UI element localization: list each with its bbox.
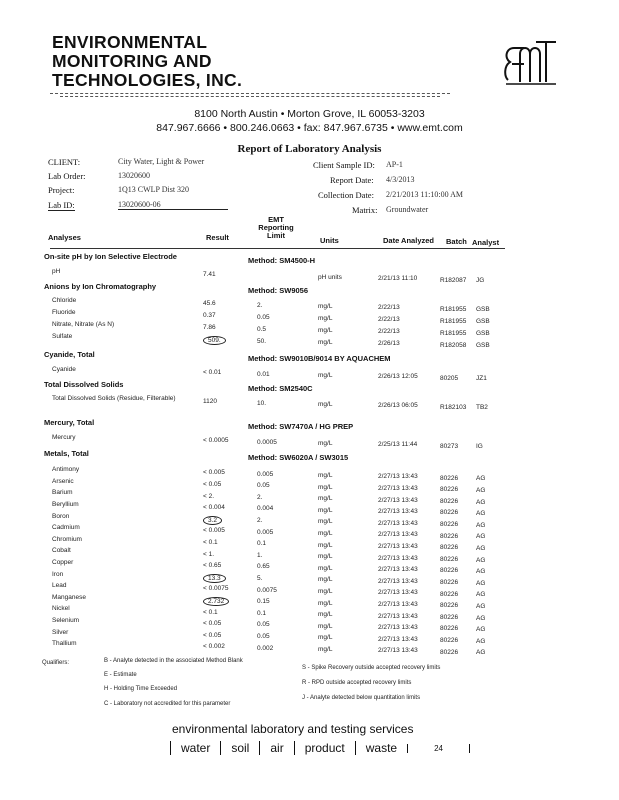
analyst-value: AG: [476, 614, 486, 622]
analyst-value: AG: [476, 649, 486, 657]
result-value: 2.732: [203, 597, 229, 606]
units-value: mg/L: [318, 439, 333, 447]
matrix-label: Matrix:: [352, 205, 378, 215]
company-name-line2: MONITORING AND: [52, 51, 212, 71]
date-analyzed: 2/22/13: [378, 304, 400, 312]
result-value: < 0.1: [203, 608, 218, 616]
date-analyzed: 2/27/13 13:43: [378, 473, 418, 481]
analyte-name: Cyanide: [52, 366, 76, 374]
col-analyses: Analyses: [48, 233, 81, 242]
result-value: 3.2: [203, 516, 222, 525]
result-value: 7.86: [203, 324, 216, 332]
reporting-limit: 1.: [257, 551, 263, 559]
category-product: product: [294, 741, 355, 755]
units-value: mg/L: [318, 599, 333, 607]
units-value: mg/L: [318, 471, 333, 479]
analyst-value: AG: [476, 568, 486, 576]
date-analyzed: 2/27/13 13:43: [378, 577, 418, 585]
reporting-limit: 0.01: [257, 370, 270, 378]
analyte-name: Cadmium: [52, 524, 80, 532]
batch-value: 80226: [440, 544, 459, 552]
analyte-name: Thallium: [52, 640, 77, 648]
batch-value: R181955: [440, 305, 467, 313]
collection-date-value: 2/21/2013 11:10:00 AM: [386, 190, 464, 199]
result-value: < 0.0005: [203, 437, 229, 445]
col-result: Result: [206, 233, 229, 242]
reporting-limit: 0.05: [257, 482, 270, 490]
col-units: Units: [320, 236, 339, 245]
section-method: Method: SW9056: [248, 286, 309, 295]
analyst-value: AG: [476, 591, 486, 599]
units-value: mg/L: [318, 302, 333, 310]
batch-value: 80226: [440, 625, 459, 633]
result-value: < 0.05: [203, 631, 222, 639]
analyst-value: AG: [476, 545, 486, 553]
units-value: mg/L: [318, 576, 333, 584]
analyst-value: AG: [476, 475, 486, 483]
analyte-name: Silver: [52, 628, 69, 636]
reporting-limit: 50.: [257, 337, 267, 345]
result-value: 13.3: [203, 574, 226, 583]
section-method: Method: SM2540C: [248, 384, 313, 393]
units-value: mg/L: [318, 541, 333, 549]
contact-line: 847.967.6666 • 800.246.0663 • fax: 847.967.6735 • www.emt.com: [156, 122, 463, 134]
analyte-name: Arsenic: [52, 477, 74, 485]
batch-value: 80226: [440, 555, 459, 563]
project-value: 1Q13 CWLP Dist 320: [118, 185, 190, 194]
date-analyzed: 2/21/13 11:10: [378, 275, 418, 283]
section-method: Method: SM4500-H: [248, 256, 316, 265]
analyst-value: AG: [476, 487, 486, 495]
report-date-label: Report Date:: [330, 175, 374, 185]
col-date-analyzed: Date Analyzed: [383, 236, 434, 245]
result-value: < 0.01: [203, 369, 222, 377]
date-analyzed: 2/27/13 13:43: [378, 484, 418, 492]
reporting-limit: 0.002: [257, 644, 274, 652]
col-emt-line1: EMT: [268, 215, 284, 224]
result-value: 7.41: [203, 271, 216, 279]
analyte-name: Manganese: [52, 593, 86, 601]
result-value: < 0.05: [203, 481, 222, 489]
result-value: < 0.1: [203, 539, 218, 547]
result-value: 45.6: [203, 300, 216, 308]
section-title: Metals, Total: [44, 449, 89, 458]
qualifier-s: S - Spike Recovery outside accepted recovery limits: [302, 665, 441, 671]
result-value: < 0.005: [203, 527, 225, 535]
units-value: mg/L: [318, 400, 333, 408]
reporting-limit: 2.: [257, 517, 263, 525]
units-value: mg/L: [318, 529, 333, 537]
date-analyzed: 2/27/13 13:43: [378, 600, 418, 608]
analyte-name: Copper: [52, 558, 74, 566]
analyte-name: Chromium: [52, 535, 82, 543]
batch-value: 80226: [440, 567, 459, 575]
date-analyzed: 2/27/13 13:43: [378, 612, 418, 620]
analyte-name: Antimony: [52, 466, 80, 474]
analyte-name: Chloride: [52, 297, 77, 305]
reporting-limit: 0.5: [257, 325, 267, 333]
units-value: mg/L: [318, 634, 333, 642]
analyst-value: TB2: [476, 404, 488, 412]
analyst-value: GSB: [476, 330, 490, 338]
col-batch: Batch: [446, 237, 467, 246]
batch-value: 80226: [440, 579, 459, 587]
analyte-name: pH: [52, 268, 61, 276]
result-value: < 0.005: [203, 469, 225, 477]
lab-id-value: 13020600-06: [118, 200, 228, 210]
reporting-limit: 2.: [257, 493, 263, 501]
analyte-name: Boron: [52, 512, 70, 520]
batch-value: R181955: [440, 329, 467, 337]
sample-id-value: AP-1: [386, 160, 403, 169]
reporting-limit: 0.005: [257, 528, 274, 536]
units-value: mg/L: [318, 518, 333, 526]
batch-value: 80226: [440, 637, 459, 645]
date-analyzed: 2/22/13: [378, 328, 400, 336]
units-value: mg/L: [318, 553, 333, 561]
date-analyzed: 2/27/13 13:43: [378, 508, 418, 516]
category-water: water: [170, 741, 220, 755]
section-title: Anions by Ion Chromatography: [44, 282, 157, 291]
date-analyzed: 2/26/13 12:05: [378, 373, 418, 381]
result-value: < 1.: [203, 550, 215, 558]
analyst-value: AG: [476, 498, 486, 506]
project-label: Project:: [48, 185, 75, 195]
sample-id-label: Client Sample ID:: [313, 160, 375, 170]
col-emt-line2: Reporting: [258, 223, 294, 232]
reporting-limit: 0.1: [257, 609, 267, 617]
section-title: Total Dissolved Solids: [44, 380, 124, 389]
qualifier-r: R - RPD outside accepted recovery limits: [302, 680, 412, 686]
result-value: < 2.: [203, 492, 215, 500]
batch-value: R182103: [440, 403, 467, 411]
analyte-name: Lead: [52, 582, 67, 590]
analyst-value: AG: [476, 637, 486, 645]
analyst-value: AG: [476, 533, 486, 541]
category-soil: soil: [220, 741, 259, 755]
reporting-limit: 0.004: [257, 505, 274, 513]
units-value: mg/L: [318, 622, 333, 630]
date-analyzed: 2/27/13 13:43: [378, 531, 418, 539]
units-value: mg/L: [318, 587, 333, 595]
date-analyzed: 2/25/13 11:44: [378, 441, 418, 449]
section-title: On-site pH by Ion Selective Electrode: [44, 252, 177, 261]
date-analyzed: 2/27/13 13:43: [378, 624, 418, 632]
category-air: air: [259, 741, 293, 755]
analyst-value: GSB: [476, 318, 490, 326]
result-value: < 0.05: [203, 620, 222, 628]
units-value: mg/L: [318, 483, 333, 491]
analyte-name: Total Dissolved Solids (Residue, Filterable): [52, 395, 176, 403]
qualifier-b: B - Analyte detected in the associated Method Blank: [104, 658, 243, 664]
qualifier-h: H - Holding Time Exceeded: [104, 686, 178, 692]
date-analyzed: 2/27/13 13:43: [378, 589, 418, 597]
units-value: mg/L: [318, 611, 333, 619]
batch-value: 80226: [440, 521, 459, 529]
collection-date-label: Collection Date:: [318, 190, 374, 200]
date-analyzed: 2/26/13 06:05: [378, 402, 418, 410]
analyst-value: JG: [476, 277, 485, 285]
section-method: Method: SW9010B/9014 BY AQUACHEM: [248, 354, 391, 363]
company-name-line3: TECHNOLOGIES, INC.: [52, 70, 243, 90]
date-analyzed: 2/27/13 13:43: [378, 647, 418, 655]
analyst-value: AG: [476, 556, 486, 564]
units-value: mg/L: [318, 314, 333, 322]
reporting-limit: 0.15: [257, 598, 270, 606]
reporting-limit: 0.1: [257, 540, 267, 548]
lab-order-label: Lab Order:: [48, 171, 86, 181]
client-value: City Water, Light & Power: [118, 157, 205, 166]
batch-value: 80226: [440, 486, 459, 494]
company-name-line1: ENVIRONMENTAL: [52, 32, 208, 52]
section-method: Method: SW6020A / SW3015: [248, 453, 349, 462]
qualifiers-label: Qualifiers:: [42, 660, 70, 666]
result-value: 1120: [203, 398, 217, 406]
analyst-value: AG: [476, 510, 486, 518]
batch-value: R182058: [440, 341, 467, 349]
result-value: < 0.002: [203, 643, 225, 651]
qualifier-e: E - Estimate: [104, 672, 137, 678]
col-analyst: Analyst: [472, 238, 500, 247]
batch-value: 80205: [440, 374, 459, 382]
batch-value: 80226: [440, 497, 459, 505]
company-name: [52, 33, 242, 90]
reporting-limit: 0.05: [257, 313, 270, 321]
batch-value: 80226: [440, 474, 459, 482]
col-emt-line3: Limit: [267, 231, 285, 240]
category-waste: waste: [355, 741, 407, 755]
section-method: Method: SW7470A / HG PREP: [248, 422, 354, 431]
report-date-value: 4/3/2013: [386, 175, 415, 184]
analyst-value: GSB: [476, 306, 490, 314]
date-analyzed: 2/27/13 13:43: [378, 542, 418, 550]
analyst-value: JZ1: [476, 375, 487, 383]
footer-categories: [170, 739, 470, 757]
batch-value: 80273: [440, 442, 459, 450]
result-value: < 0.004: [203, 504, 225, 512]
units-value: mg/L: [318, 338, 333, 346]
units-value: mg/L: [318, 564, 333, 572]
header-underline: [50, 248, 505, 249]
result-value: 0.37: [203, 312, 216, 320]
batch-value: 80226: [440, 648, 459, 656]
result-value: < 0.0075: [203, 585, 229, 593]
units-value: mg/L: [318, 645, 333, 653]
units-value: mg/L: [318, 326, 333, 334]
units-value: mg/L: [318, 506, 333, 514]
reporting-limit: 0.05: [257, 633, 270, 641]
date-analyzed: 2/27/13 13:43: [378, 566, 418, 574]
analyte-name: Barium: [52, 489, 73, 497]
lab-id-label: Lab ID:: [48, 200, 75, 210]
units-value: mg/L: [318, 371, 333, 379]
batch-value: 80226: [440, 532, 459, 540]
analyte-name: Cobalt: [52, 547, 71, 555]
col-emt-reporting-limit: [258, 216, 294, 240]
reporting-limit: 0.005: [257, 470, 274, 478]
analyte-name: Sulfate: [52, 333, 73, 341]
reporting-limit: 0.0075: [257, 586, 277, 594]
batch-value: 80226: [440, 590, 459, 598]
header-rule-2: [60, 96, 440, 97]
emt-logo: [500, 36, 560, 88]
page-number: 24: [407, 744, 470, 753]
analyst-value: IG: [476, 443, 483, 451]
analyte-name: Nitrate, Nitrate (As N): [52, 321, 115, 329]
date-analyzed: 2/22/13: [378, 316, 400, 324]
analyst-value: AG: [476, 626, 486, 634]
units-value: pH units: [318, 273, 342, 281]
analyst-value: AG: [476, 603, 486, 611]
reporting-limit: 0.05: [257, 621, 270, 629]
result-value: < 0.65: [203, 562, 222, 570]
date-analyzed: 2/27/13 13:43: [378, 554, 418, 562]
date-analyzed: 2/26/13: [378, 340, 400, 348]
analyst-value: GSB: [476, 342, 490, 350]
client-label: CLIENT:: [48, 157, 81, 167]
reporting-limit: 2.: [257, 301, 263, 309]
batch-value: 80226: [440, 509, 459, 517]
date-analyzed: 2/27/13 13:43: [378, 635, 418, 643]
batch-value: 80226: [440, 613, 459, 621]
analyte-name: Mercury: [52, 434, 76, 442]
footer-services: environmental laboratory and testing services: [172, 722, 414, 736]
section-title: Cyanide, Total: [44, 350, 95, 359]
header-rule: [50, 93, 450, 94]
reporting-limit: 10.: [257, 399, 267, 407]
reporting-limit: 0.0005: [257, 438, 277, 446]
analyte-name: Selenium: [52, 616, 80, 624]
report-title: Report of Laboratory Analysis: [237, 143, 382, 155]
date-analyzed: 2/27/13 13:43: [378, 496, 418, 504]
lab-order-value: 13020600: [118, 171, 150, 180]
qualifier-c: C - Laboratory not accredited for this parameter: [104, 701, 231, 707]
reporting-limit: 0.65: [257, 563, 270, 571]
units-value: mg/L: [318, 495, 333, 503]
section-title: Mercury, Total: [44, 418, 95, 427]
analyte-name: Fluoride: [52, 309, 76, 317]
qualifier-j: J - Analyte detected below quantitation limits: [302, 695, 421, 701]
reporting-limit: 5.: [257, 575, 263, 583]
batch-value: 80226: [440, 602, 459, 610]
analyte-name: Nickel: [52, 605, 70, 613]
date-analyzed: 2/27/13 13:43: [378, 519, 418, 527]
batch-value: R182087: [440, 276, 467, 284]
batch-value: R181955: [440, 317, 467, 325]
analyst-value: AG: [476, 521, 486, 529]
matrix-value: Groundwater: [386, 205, 429, 214]
analyte-name: Iron: [52, 570, 64, 578]
address-line: 8100 North Austin • Morton Grove, IL 60053-3203: [194, 108, 425, 120]
analyst-value: AG: [476, 579, 486, 587]
analyte-name: Beryllium: [52, 500, 79, 508]
result-value: 509.: [203, 336, 226, 345]
